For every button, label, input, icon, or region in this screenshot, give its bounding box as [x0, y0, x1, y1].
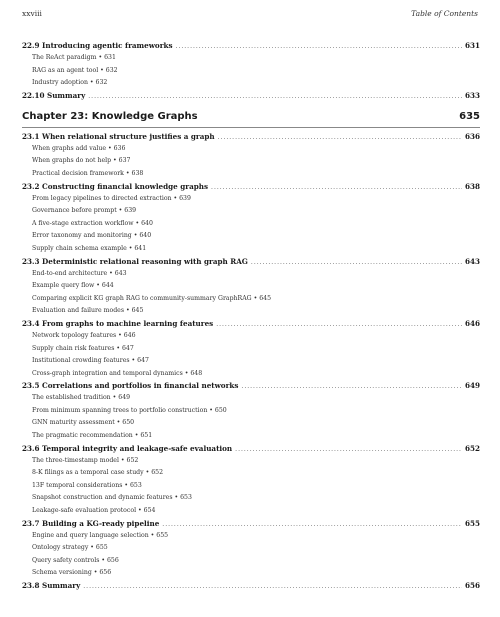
- dot-leader: [88, 91, 462, 103]
- toc-subsection-entry[interactable]: Network topology features • 646: [32, 331, 136, 339]
- toc-subsection-entry[interactable]: From legacy pipelines to directed extraction • 639: [32, 194, 191, 202]
- toc-subsection-entry[interactable]: A five-stage extraction workflow • 640: [32, 219, 153, 227]
- toc-subsection-entry[interactable]: The ReAct paradigm • 631: [32, 54, 116, 61]
- toc-subsection-entry[interactable]: The pragmatic recommendation • 651: [32, 432, 153, 440]
- toc-subsection-entry[interactable]: When graphs add value • 636: [32, 144, 126, 152]
- toc-section-entry[interactable]: [22, 318, 480, 330]
- toc-subsection-entry[interactable]: Ontology strategy • 655: [32, 544, 108, 552]
- section-page-number: 649: [464, 381, 480, 391]
- dot-leader: [83, 581, 462, 593]
- section-title: 23.5 Correlations and portfolios in financial networks: [22, 381, 239, 391]
- toc-subsection-entry[interactable]: When graphs do not help • 637: [32, 157, 131, 165]
- toc-subsection-entry[interactable]: Industry adoption • 632: [32, 79, 108, 87]
- dot-leader: [218, 132, 462, 144]
- toc-section-entry[interactable]: [22, 518, 480, 530]
- dot-leader: [162, 519, 462, 531]
- section-title: 23.7 Building a KG-ready pipeline: [22, 518, 160, 528]
- section-page-number: 633: [464, 90, 480, 100]
- chapter-title: Chapter 23: Knowledge Graphs: [22, 110, 198, 122]
- section-page-number: 646: [464, 318, 480, 328]
- section-title: 23.4 From graphs to machine learning features: [22, 318, 214, 328]
- section-title: 23.3 Deterministic relational reasoning with graph RAG: [22, 256, 248, 266]
- toc-section-entry[interactable]: [22, 256, 480, 268]
- section-title: 23.1 When relational structure justifies a graph: [22, 131, 215, 141]
- toc-subsection-entry[interactable]: 8-K filings as a temporal case study • 652: [32, 469, 164, 477]
- page-header: [22, 9, 478, 23]
- toc-subsection-entry[interactable]: Supply chain risk features • 647: [32, 344, 134, 352]
- section-title: 22.10 Summary: [22, 90, 86, 100]
- toc-subsection-entry[interactable]: Schema versioning • 656: [32, 569, 112, 577]
- page-number: xxviii: [22, 9, 42, 18]
- section-title: 23.6 Temporal integrity and leakage-safe evaluation: [22, 443, 233, 453]
- section-page-number: 655: [464, 518, 480, 528]
- toc-subsection-entry[interactable]: Error taxonomy and monitoring • 640: [32, 232, 152, 240]
- dot-leader: [176, 41, 462, 53]
- toc-subsection-entry[interactable]: The three-timestamp model • 652: [32, 456, 139, 464]
- table-of-contents: [22, 40, 480, 592]
- toc-subsection-entry[interactable]: Engine and query language selection • 655: [32, 531, 169, 539]
- toc-section-entry[interactable]: [22, 131, 480, 143]
- toc-section-entry[interactable]: [22, 181, 480, 193]
- toc-subsection-entry[interactable]: Supply chain schema example • 641: [32, 244, 147, 252]
- toc-section-entry[interactable]: [22, 90, 480, 102]
- toc-section-entry[interactable]: [22, 380, 480, 392]
- toc-subsection-entry[interactable]: Query safety controls • 656: [32, 556, 119, 564]
- dot-leader: [211, 182, 462, 194]
- toc-section-entry[interactable]: [22, 443, 480, 455]
- section-page-number: 656: [464, 581, 480, 590]
- chapter-heading[interactable]: [22, 107, 480, 128]
- chapter-page-number: 635: [459, 110, 480, 122]
- toc-subsection-entry[interactable]: 13F temporal considerations • 653: [32, 481, 142, 489]
- toc-subsection-entry[interactable]: Institutional crowding features • 647: [32, 357, 149, 365]
- dot-leader: [251, 257, 462, 269]
- dot-leader: [216, 319, 462, 331]
- toc-subsection-entry[interactable]: Practical decision framework • 638: [32, 169, 144, 177]
- toc-subsection-entry[interactable]: End-to-end architecture • 643: [32, 269, 127, 277]
- toc-subsection-entry[interactable]: From minimum spanning trees to portfolio construction • 650: [32, 406, 227, 414]
- running-title: Table of Contents: [411, 9, 478, 18]
- section-title: 22.9 Introducing agentic frameworks: [22, 41, 173, 50]
- toc-subsection-entry[interactable]: Governance before prompt • 639: [32, 207, 137, 215]
- toc-section-entry[interactable]: [22, 580, 480, 592]
- toc-subsection-entry[interactable]: RAG as an agent tool • 632: [32, 66, 118, 74]
- toc-subsection-entry[interactable]: Evaluation and failure modes • 645: [32, 307, 144, 315]
- dot-leader: [235, 444, 462, 456]
- toc-subsection-entry[interactable]: Example query flow • 644: [32, 282, 114, 290]
- toc-section-entry[interactable]: [22, 40, 480, 52]
- section-page-number: 643: [464, 256, 480, 266]
- section-page-number: 636: [464, 131, 480, 141]
- section-title: 23.2 Constructing financial knowledge graphs: [22, 181, 209, 191]
- toc-subsection-entry[interactable]: GNN maturity assessment • 650: [32, 419, 135, 427]
- toc-subsection-entry[interactable]: Leakage-safe evaluation protocol • 654: [32, 507, 156, 515]
- section-page-number: 652: [464, 443, 480, 453]
- section-page-number: 638: [464, 181, 480, 191]
- toc-subsection-entry[interactable]: Cross-graph integration and temporal dynamics • 648: [32, 369, 203, 377]
- toc-subsection-entry[interactable]: Snapshot construction and dynamic features • 653: [32, 494, 192, 502]
- toc-subsection-entry[interactable]: The established tradition • 649: [32, 394, 131, 402]
- section-title: 23.8 Summary: [22, 581, 81, 590]
- section-page-number: 631: [464, 41, 480, 50]
- dot-leader: [241, 381, 462, 393]
- toc-subsection-entry[interactable]: Comparing explicit KG graph RAG to community-summary GraphRAG • 645: [32, 294, 272, 302]
